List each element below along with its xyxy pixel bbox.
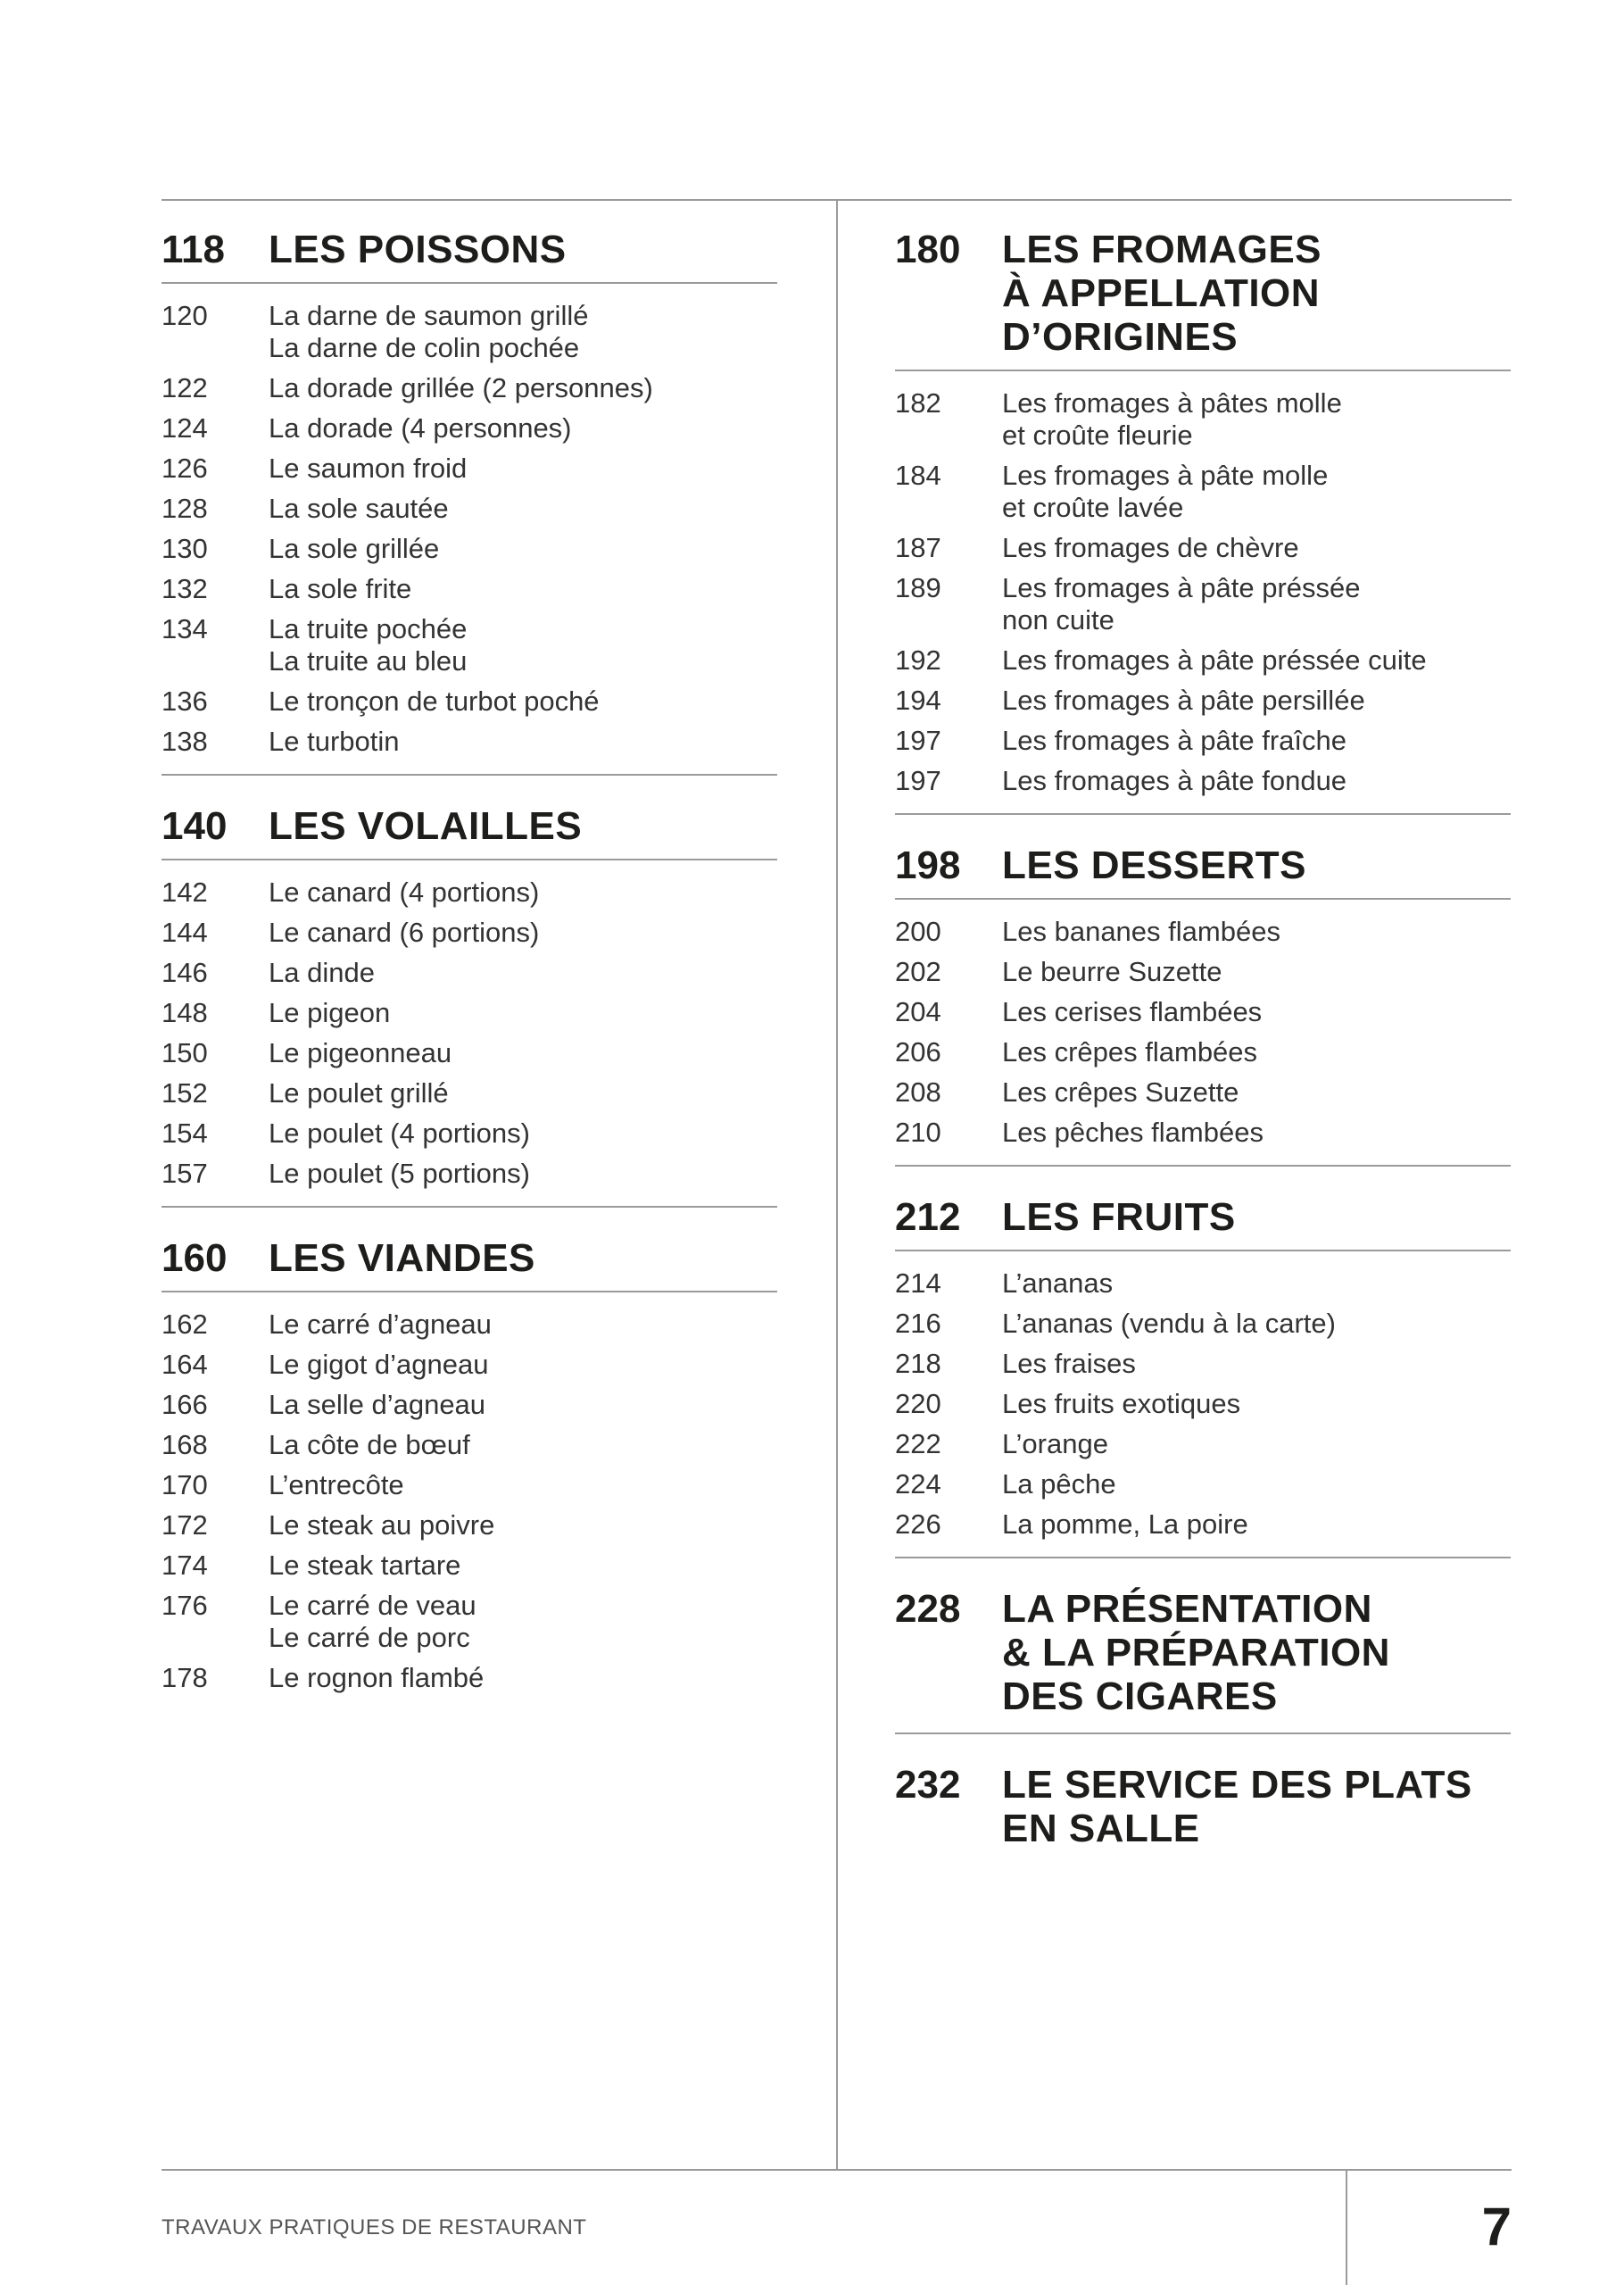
entry-page-number: 144 — [162, 917, 208, 948]
footer-divider — [1346, 2169, 1347, 2285]
entry-page-number: 120 — [162, 300, 208, 331]
entry-page-number: 138 — [162, 726, 208, 757]
toc-entry — [895, 644, 1511, 677]
section-title — [269, 804, 582, 848]
entry-title-line: Les fraises — [1002, 1348, 1136, 1379]
toc-entry — [895, 1267, 1511, 1300]
section-title-line: EN SALLE — [1002, 1807, 1200, 1850]
entry-title-line: La sole frite — [269, 573, 412, 604]
entry-page-number: 222 — [895, 1428, 941, 1459]
entry-title-line: La truite au bleu — [269, 645, 468, 677]
entry-title — [269, 877, 539, 909]
entry-title-line: La pêche — [1002, 1468, 1116, 1500]
right-column — [895, 199, 1511, 1865]
entry-title — [1002, 532, 1299, 564]
entry-page-number: 216 — [895, 1308, 941, 1339]
section-title-line: LES DESSERTS — [1002, 843, 1306, 887]
entry-title-line: Le carré d’agneau — [269, 1309, 492, 1340]
section-title — [1002, 843, 1306, 887]
section-heading — [895, 199, 1511, 371]
entry-title — [269, 300, 588, 364]
entry-list — [162, 1292, 777, 1710]
entry-title-line: Les fromages à pâte molle — [1002, 460, 1329, 491]
toc-entry — [162, 613, 777, 677]
toc-section — [895, 1558, 1511, 1734]
entry-title — [269, 453, 467, 485]
column-divider — [836, 199, 838, 2169]
entry-title — [269, 1158, 530, 1190]
entry-page-number: 170 — [162, 1469, 208, 1500]
toc-entry — [162, 1509, 777, 1541]
entry-page-number: 142 — [162, 877, 208, 908]
entry-title — [1002, 1388, 1240, 1420]
left-column — [162, 199, 777, 1710]
entry-page-number: 189 — [895, 572, 941, 603]
toc-section — [895, 199, 1511, 815]
toc-section — [895, 1167, 1511, 1558]
section-title-line: LA PRÉSENTATION — [1002, 1587, 1372, 1631]
toc-entry — [895, 1348, 1511, 1380]
entry-list — [895, 900, 1511, 1167]
entry-list — [162, 284, 777, 776]
entry-title-line: Le canard (6 portions) — [269, 917, 540, 948]
entry-page-number: 122 — [162, 372, 208, 403]
toc-section — [162, 199, 777, 776]
section-title-line: D’ORIGINES — [1002, 315, 1239, 359]
entry-page-number: 206 — [895, 1036, 941, 1068]
entry-title-line: Le carré de porc — [269, 1622, 470, 1653]
entry-page-number: 224 — [895, 1468, 941, 1500]
entry-title-line: La darne de saumon grillé — [269, 300, 589, 331]
entry-title-line: La truite pochée — [269, 613, 468, 644]
entry-page-number: 176 — [162, 1590, 208, 1621]
entry-page-number: 166 — [162, 1389, 208, 1420]
entry-title — [269, 1118, 530, 1150]
section-heading — [895, 1558, 1511, 1734]
toc-entry — [162, 1037, 777, 1069]
entry-title-line: Le pigeon — [269, 997, 391, 1028]
entry-title — [269, 1662, 484, 1694]
toc-entry — [895, 1508, 1511, 1541]
entry-title-line: Le poulet grillé — [269, 1077, 449, 1109]
entry-title-line: L’orange — [1002, 1428, 1108, 1459]
entry-title — [1002, 387, 1342, 452]
toc-section — [162, 776, 777, 1208]
entry-page-number: 192 — [895, 644, 941, 676]
section-title — [1002, 228, 1322, 359]
entry-title — [1002, 1308, 1336, 1340]
toc-entry — [895, 685, 1511, 717]
toc-entry — [162, 1662, 777, 1694]
entry-list — [162, 860, 777, 1208]
entry-title-line: Le gigot d’agneau — [269, 1349, 489, 1380]
entry-title — [1002, 460, 1328, 524]
entry-page-number: 136 — [162, 686, 208, 717]
entry-title-line: La dorade grillée (2 personnes) — [269, 372, 653, 403]
toc-entry — [895, 1117, 1511, 1149]
entry-page-number: 184 — [895, 460, 941, 491]
entry-title-line: Les fromages à pâte persillée — [1002, 685, 1365, 716]
footer-book-title: TRAVAUX PRATIQUES DE RESTAURANT — [162, 2215, 587, 2239]
entry-title-line: Le poulet (5 portions) — [269, 1158, 530, 1189]
section-page-number: 180 — [895, 228, 961, 271]
entry-page-number: 182 — [895, 387, 941, 419]
entry-title-line: Les crêpes flambées — [1002, 1036, 1258, 1068]
entry-title — [1002, 644, 1427, 677]
entry-title — [1002, 765, 1346, 797]
entry-page-number: 154 — [162, 1118, 208, 1149]
entry-page-number: 218 — [895, 1348, 941, 1379]
toc-entry — [895, 532, 1511, 564]
section-title — [269, 1236, 535, 1280]
entry-title-line: Les fromages à pâte préssée — [1002, 572, 1361, 603]
toc-entry — [895, 387, 1511, 452]
entry-page-number: 197 — [895, 725, 941, 756]
entry-title-line: Les cerises flambées — [1002, 996, 1263, 1027]
entry-title-line: Les crêpes Suzette — [1002, 1076, 1239, 1108]
entry-title — [269, 917, 539, 949]
entry-title-line: Le rognon flambé — [269, 1662, 485, 1693]
entry-title-line: Le canard (4 portions) — [269, 877, 540, 908]
entry-title — [1002, 1076, 1239, 1109]
entry-title — [269, 1349, 489, 1381]
entry-title — [269, 957, 375, 989]
entry-page-number: 178 — [162, 1662, 208, 1693]
toc-entry — [162, 1158, 777, 1190]
entry-page-number: 226 — [895, 1508, 941, 1540]
entry-title-line: La sole grillée — [269, 533, 440, 564]
entry-title — [1002, 916, 1280, 948]
entry-title — [269, 613, 467, 677]
entry-title — [269, 493, 449, 525]
toc-entry — [162, 1077, 777, 1109]
toc-entry — [895, 916, 1511, 948]
section-page-number: 228 — [895, 1587, 961, 1631]
section-heading — [895, 815, 1511, 900]
entry-page-number: 130 — [162, 533, 208, 564]
toc-entry — [162, 372, 777, 404]
section-title-line: DES CIGARES — [1002, 1674, 1278, 1718]
entry-page-number: 200 — [895, 916, 941, 947]
section-title-line: LES VIANDES — [269, 1236, 535, 1280]
section-page-number: 212 — [895, 1195, 961, 1239]
toc-entry — [162, 686, 777, 718]
entry-page-number: 210 — [895, 1117, 941, 1148]
section-title-line: LES FROMAGES — [1002, 228, 1322, 271]
entry-title-line: Les bananes flambées — [1002, 916, 1280, 947]
entry-title-line: et croûte fleurie — [1002, 420, 1193, 451]
section-heading — [895, 1734, 1511, 1865]
entry-page-number: 148 — [162, 997, 208, 1028]
toc-entry — [895, 765, 1511, 797]
entry-page-number: 128 — [162, 493, 208, 524]
section-heading — [162, 1208, 777, 1292]
section-title — [1002, 1195, 1236, 1239]
section-page-number: 232 — [895, 1763, 961, 1807]
toc-entry — [895, 725, 1511, 757]
toc-entry — [162, 453, 777, 485]
entry-title — [269, 1469, 404, 1501]
entry-page-number: 152 — [162, 1077, 208, 1109]
entry-title-line: Le steak tartare — [269, 1550, 461, 1581]
entry-title-line: Le saumon froid — [269, 453, 468, 484]
section-page-number: 160 — [162, 1236, 228, 1280]
entry-title — [269, 1550, 460, 1582]
entry-title — [1002, 725, 1346, 757]
entry-title-line: Les fromages à pâte fraîche — [1002, 725, 1347, 756]
toc-section — [162, 1208, 777, 1710]
entry-page-number: 150 — [162, 1037, 208, 1068]
entry-title-line: Le turbotin — [269, 726, 400, 757]
entry-title-line: Le pigeonneau — [269, 1037, 452, 1068]
entry-title — [269, 1429, 470, 1461]
entry-page-number: 197 — [895, 765, 941, 796]
entry-title-line: Le carré de veau — [269, 1590, 476, 1621]
toc-section — [895, 815, 1511, 1167]
entry-title-line: L’ananas — [1002, 1267, 1114, 1299]
entry-title — [269, 412, 572, 445]
entry-page-number: 172 — [162, 1509, 208, 1541]
entry-list — [895, 371, 1511, 815]
toc-entry — [895, 460, 1511, 524]
entry-page-number: 204 — [895, 996, 941, 1027]
entry-page-number: 208 — [895, 1076, 941, 1108]
toc-entry — [162, 917, 777, 949]
entry-page-number: 132 — [162, 573, 208, 604]
entry-title — [1002, 1428, 1108, 1460]
entry-title — [269, 726, 400, 758]
section-title — [269, 228, 567, 271]
toc-entry — [162, 1309, 777, 1341]
toc-entry — [162, 1389, 777, 1421]
toc-entry — [895, 1468, 1511, 1500]
section-title — [1002, 1763, 1472, 1850]
entry-title — [269, 1077, 449, 1109]
entry-title — [1002, 1348, 1136, 1380]
entry-title-line: Les fruits exotiques — [1002, 1388, 1241, 1419]
toc-entry — [162, 997, 777, 1029]
entry-page-number: 187 — [895, 532, 941, 563]
section-title-line: LES POISSONS — [269, 228, 567, 271]
entry-title-line: La sole sautée — [269, 493, 449, 524]
toc-entry — [895, 1036, 1511, 1068]
entry-page-number: 214 — [895, 1267, 941, 1299]
section-page-number: 140 — [162, 804, 228, 848]
entry-title — [1002, 956, 1222, 988]
toc-entry — [162, 877, 777, 909]
toc-entry — [162, 1118, 777, 1150]
entry-page-number: 162 — [162, 1309, 208, 1340]
entry-title-line: et croûte lavée — [1002, 492, 1184, 523]
entry-title-line: Le tronçon de turbot poché — [269, 686, 600, 717]
entry-title-line: L’entrecôte — [269, 1469, 404, 1500]
entry-page-number: 126 — [162, 453, 208, 484]
section-title — [1002, 1587, 1390, 1718]
toc-entry — [162, 493, 777, 525]
toc-entry — [162, 1469, 777, 1501]
entry-page-number: 157 — [162, 1158, 208, 1189]
toc-entry — [162, 726, 777, 758]
entry-title — [269, 573, 411, 605]
entry-title — [1002, 572, 1361, 636]
entry-title — [269, 1389, 485, 1421]
entry-page-number: 124 — [162, 412, 208, 444]
entry-title — [1002, 1468, 1116, 1500]
entry-page-number: 220 — [895, 1388, 941, 1419]
toc-entry — [895, 1388, 1511, 1420]
entry-title — [1002, 685, 1365, 717]
entry-title-line: Les fromages à pâte fondue — [1002, 765, 1347, 796]
section-page-number: 198 — [895, 843, 961, 887]
section-heading — [162, 776, 777, 860]
toc-entry — [895, 996, 1511, 1028]
entry-page-number: 168 — [162, 1429, 208, 1460]
entry-title-line: Les fromages de chèvre — [1002, 532, 1299, 563]
toc-entry — [162, 533, 777, 565]
section-heading — [162, 199, 777, 284]
entry-title-line: L’ananas (vendu à la carte) — [1002, 1308, 1336, 1339]
entry-title — [269, 686, 600, 718]
entry-title-line: La dorade (4 personnes) — [269, 412, 572, 444]
entry-title — [269, 997, 390, 1029]
entry-title-line: Les fromages à pâte préssée cuite — [1002, 644, 1427, 676]
section-heading — [895, 1167, 1511, 1251]
toc-entry — [162, 957, 777, 989]
entry-title — [269, 1309, 492, 1341]
entry-title-line: Le steak au poivre — [269, 1509, 495, 1541]
toc-entry — [162, 300, 777, 364]
entry-title — [269, 1590, 476, 1654]
entry-page-number: 202 — [895, 956, 941, 987]
toc-entry — [162, 1550, 777, 1582]
toc-entry — [895, 1428, 1511, 1460]
toc-entry — [895, 1308, 1511, 1340]
entry-page-number: 194 — [895, 685, 941, 716]
entry-list — [895, 1251, 1511, 1558]
toc-entry — [162, 1349, 777, 1381]
entry-title-line: Le poulet (4 portions) — [269, 1118, 530, 1149]
toc-entry — [895, 1076, 1511, 1109]
entry-title-line: La darne de colin pochée — [269, 332, 580, 363]
toc-entry — [895, 572, 1511, 636]
entry-title — [1002, 996, 1262, 1028]
footer-rule — [162, 2169, 1512, 2171]
section-title-line: & LA PRÉPARATION — [1002, 1631, 1390, 1674]
entry-title — [1002, 1267, 1113, 1300]
toc-entry — [162, 412, 777, 445]
toc-entry — [162, 573, 777, 605]
entry-title-line: Le beurre Suzette — [1002, 956, 1222, 987]
section-title-line: LES FRUITS — [1002, 1195, 1236, 1239]
entry-title — [269, 533, 439, 565]
section-title-line: À APPELLATION — [1002, 271, 1321, 315]
entry-title-line: Les fromages à pâtes molle — [1002, 387, 1342, 419]
entry-page-number: 174 — [162, 1550, 208, 1581]
entry-title-line: La dinde — [269, 957, 375, 988]
entry-title — [1002, 1508, 1248, 1541]
entry-page-number: 164 — [162, 1349, 208, 1380]
section-page-number: 118 — [162, 228, 225, 271]
entry-title — [269, 372, 653, 404]
entry-title-line: La selle d’agneau — [269, 1389, 486, 1420]
entry-page-number: 146 — [162, 957, 208, 988]
entry-title-line: La pomme, La poire — [1002, 1508, 1248, 1540]
toc-entry — [162, 1590, 777, 1654]
entry-title-line: non cuite — [1002, 604, 1114, 636]
entry-page-number: 134 — [162, 613, 208, 644]
entry-title — [1002, 1117, 1264, 1149]
section-title-line: LES VOLAILLES — [269, 804, 583, 848]
entry-title-line: Les pêches flambées — [1002, 1117, 1264, 1148]
entry-title-line: La côte de bœuf — [269, 1429, 470, 1460]
section-title-line: LE SERVICE DES PLATS — [1002, 1763, 1472, 1807]
entry-title — [269, 1037, 452, 1069]
toc-section — [895, 1734, 1511, 1865]
entry-title — [1002, 1036, 1257, 1068]
entry-title — [269, 1509, 494, 1541]
page-number: 7 — [1481, 2197, 1512, 2256]
toc-entry — [895, 956, 1511, 988]
toc-entry — [162, 1429, 777, 1461]
